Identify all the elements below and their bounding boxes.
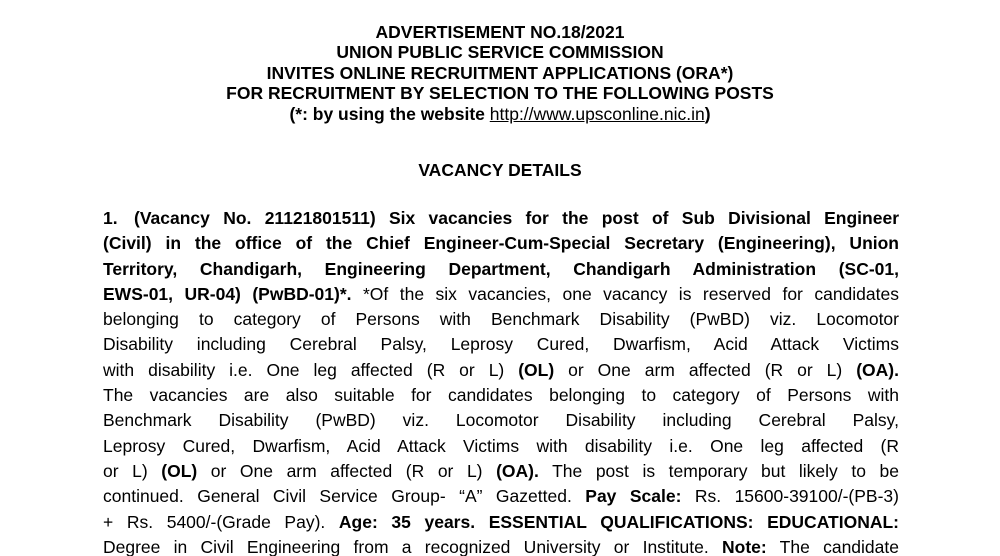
body-text: or L) (103, 460, 162, 481)
website-line (0, 104, 1000, 124)
advertisement-header (0, 22, 1000, 124)
body-text: or One arm affected (R or L) (554, 359, 857, 380)
text-line (103, 206, 899, 231)
text-line (103, 282, 899, 307)
vacancy-heading: (Vacancy No. 21121801511) Six vacancies for the post of Sub Divisional Engineer (134, 208, 899, 228)
text-line (103, 257, 899, 282)
bold-code: (OL) (161, 460, 198, 481)
vacancy-heading-cont: (Civil) in the office of the Chief Engineer-Cum-Special Secretary (Engineering), Union (103, 233, 899, 254)
body-text: The candidate (766, 536, 899, 556)
bold-code: (OA). (496, 460, 539, 481)
text-line: Leprosy Cured, Dwarfism, Acid Attack Victims with disability i.e. One leg affected (R (103, 435, 899, 456)
body-text: The post is temporary but likely to be (538, 460, 899, 481)
body-text: or One arm affected (R or L) (197, 460, 497, 481)
text-line (103, 484, 899, 509)
text-line (103, 535, 899, 556)
advertisement-number: ADVERTISEMENT NO.18/2021 (375, 22, 625, 42)
body-text: Degree in Civil Engineering from a recognized University or Institute. (103, 536, 722, 556)
text-line: Benchmark Disability (PwBD) viz. Locomotor Disability including Cerebral Palsy, (103, 410, 899, 431)
text-line: The vacancies are also suitable for candidates belonging to category of Persons with (103, 385, 899, 406)
recruitment-line: FOR RECRUITMENT BY SELECTION TO THE FOLLOWING POSTS (226, 83, 774, 104)
reservation-summary: EWS-01, UR-04) (PwBD-01)*. (103, 283, 352, 304)
age-and-qualifications: Age: 35 years. ESSENTIAL QUALIFICATIONS: EDUCATIONAL: (338, 511, 899, 532)
vacancy-heading-cont: Territory, Chandigarh, Engineering Department, Chandigarh Administration (SC-01, (103, 258, 899, 279)
vacancy-item-1 (103, 206, 899, 556)
item-number: 1. (103, 208, 118, 228)
pay-scale-value: Rs. 15600-39100/-(PB-3) (681, 486, 899, 507)
body-text: continued. General Civil Service Group- “A” Gazetted. (103, 486, 586, 507)
bold-code: (OL) (518, 359, 555, 380)
text-line: belonging to category of Persons with Benchmark Disability (PwBD) viz. Locomotor (103, 309, 899, 330)
text-line: Disability including Cerebral Palsy, Leprosy Cured, Dwarfism, Acid Attack Victims (103, 334, 899, 355)
body-text: *Of the six vacancies, one vacancy is reserved for candidates (351, 283, 899, 304)
text-line (103, 510, 899, 535)
body-text: + Rs. 5400/-(Grade Pay). (103, 511, 339, 532)
pay-scale-label: Pay Scale: (585, 486, 682, 507)
body-text: with disability i.e. One leg affected (R or L) (103, 359, 519, 380)
text-line (103, 459, 899, 484)
note-label: Note: (722, 536, 767, 556)
website-prefix: (*: by using the website (289, 103, 490, 124)
section-title: VACANCY DETAILS (418, 160, 582, 180)
text-line (103, 231, 899, 256)
commission-name: UNION PUBLIC SERVICE COMMISSION (336, 42, 664, 63)
bold-code: (OA). (856, 359, 899, 380)
website-suffix: ) (704, 103, 711, 124)
invitation-line: INVITES ONLINE RECRUITMENT APPLICATIONS (ORA*) (266, 62, 734, 83)
text-line (103, 358, 899, 383)
website-link[interactable]: http://www.upsconline.nic.in (489, 103, 705, 124)
